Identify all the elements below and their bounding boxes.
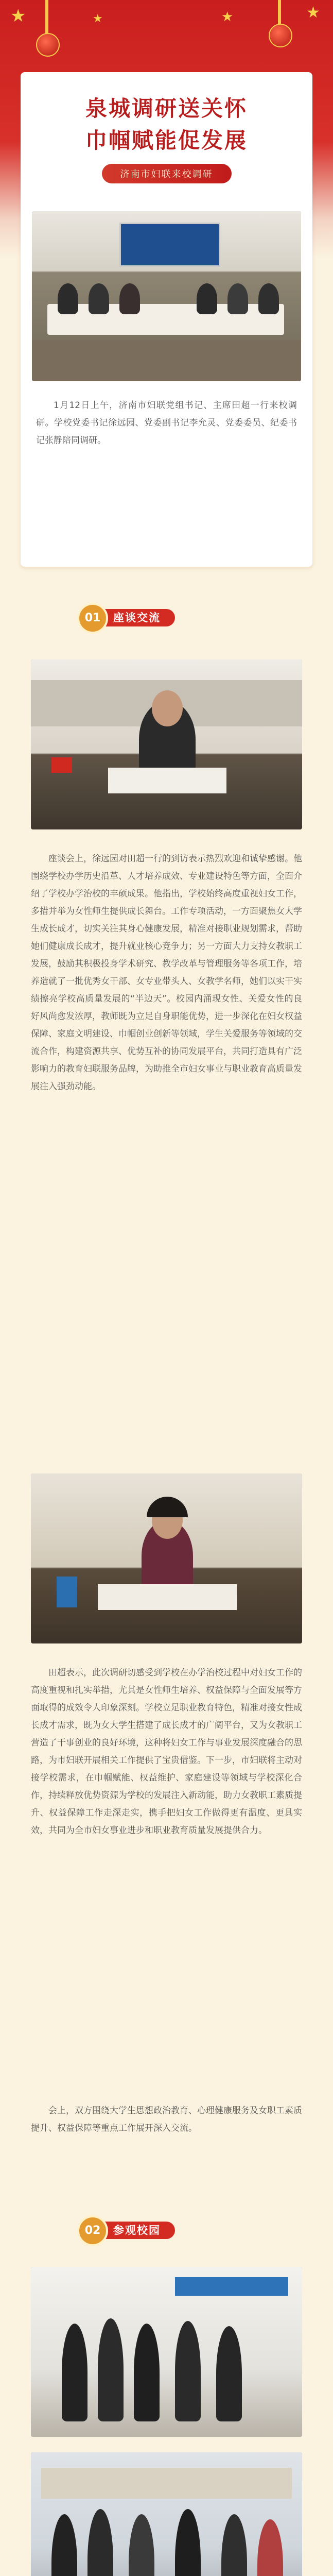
lantern-icon [36,33,60,57]
intro-card [21,72,312,567]
section-label: 座谈交流 [95,609,175,626]
speaker-photo-1 [31,659,302,829]
title-block [21,93,312,183]
article-title-line1: 泉城调研送关怀 [85,96,248,121]
star-icon: ★ [93,12,103,25]
section-number: 01 [77,603,108,634]
section-header-01 [77,603,190,633]
lantern-icon [269,24,292,47]
speaker-photo-2 [31,1473,302,1643]
body-paragraph-2: 田超表示，此次调研切感受到学校在办学治校过程中对妇女工作的高度重视和扎实举措，尤其是女性师生培养、权益保障与全面发展等方面取得的成效令人印象深刻。学校立足职业教育特色，精准对接女性成长成才需求，既为女大学生搭建了成长成才的广阔平台，又为女教职工营造了干事创业的良好环境，这种将妇女工作与事业发展深度融合的思路，为市妇联开展相关工作提供了宝贵借鉴。下一步，市妇联将主动对接学校需求，在巾帼赋能、权益维护、家庭建设等领域与学校深化合作，持续释放优势资源为学校的发展注入新动能，助力女教职工素质提升、权益保障工作走深走实，携手把妇女工作做得更有温度、更具实效，共同为全市妇女事业进步和职业教育质量发展提供合力。 [31,1668,302,1836]
meeting-photo-1 [32,211,301,381]
intro-paragraph: 1月12日上午，济南市妇联党组书记、主席田超一行来校调研。学校党委书记徐远园、党委副书记李允灵、党委委员、纪委书记张静陪同调研。 [36,400,297,446]
star-icon: ★ [306,4,320,22]
campus-visit-photo-1 [31,2267,302,2437]
campus-visit-photo-2 [31,2452,302,2576]
article-title-line2: 巾帼赋能促发展 [85,128,248,153]
star-icon: ★ [10,6,26,26]
star-icon: ★ [221,9,234,25]
section-label: 参观校园 [95,2222,175,2239]
section-number: 02 [77,2215,108,2246]
section-header-02 [77,2215,190,2245]
lantern-string [45,0,48,36]
article-subtitle: 济南市妇联来校调研 [102,164,232,183]
body-paragraph-3: 会上，双方围绕大学生思想政治教育、心理健康服务及女职工素质提升、权益保障等重点工作展开深入交流。 [31,2106,302,2133]
lantern-string [278,0,281,26]
body-paragraph-1: 座谈会上，徐远园对田超一行的到访表示热烈欢迎和诚挚感谢。他围绕学校办学历史沿革、人才培养成效、专业建设特色等方面，全面介绍了学校办学治校的丰硕成果。他指出，学校始终高度重视妇女工作，多措并举为女性师生提供成长舞台。工作专项活动，一方面聚焦女大学生成长成才，切实关注其身心健康发展，精准对接职业规划需求，帮助她们健康成长成才，提升就业核心竞争力；另一方面大力支持女教职工发展，鼓励其积极投身学术研究、教学改革与管理服务等各项工作，培养造就了一批优秀女干部、女专业带头人、女教学名师，她们以实干实绩擦亮学校高质量发展的“半边天”。校园内涌现女性、关爱女性的良好风尚愈发浓厚，教师既为立足自身职能优势，进一步深化在妇女权益保障、家庭文明建设、巾帼创业创新等领域，学生关爱服务等领域的交流合作，构建资源共享、优势互补的协同发展平台，共同打造具有广泛影响力的教育妇联服务品牌，为助推全市妇女事业与职业教育高质量发展注入强劲动能。 [31,854,302,1092]
